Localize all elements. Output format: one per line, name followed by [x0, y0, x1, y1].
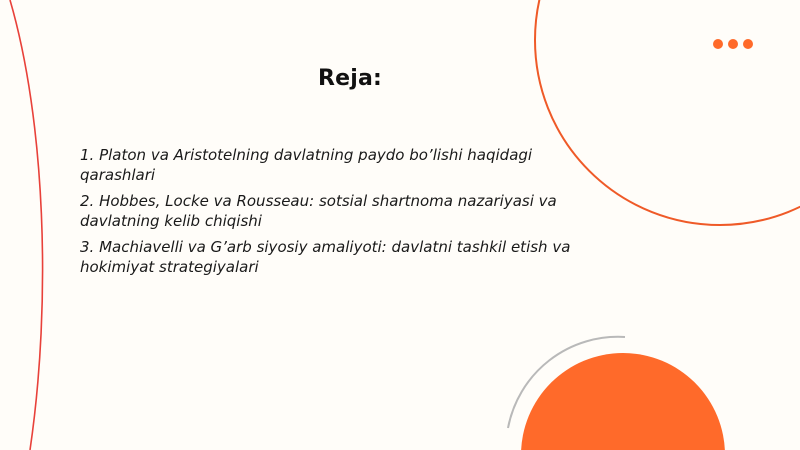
dot — [713, 39, 723, 49]
three-dots-icon — [713, 39, 753, 49]
dot — [743, 39, 753, 49]
agenda-item-1: 1. Platon va Aristotelning davlatning paydo bo’lishi haqidagi qarashlari — [80, 146, 533, 184]
agenda-item-3: 3. Machiavelli va G’arb siyosiy amaliyoti: davlatni tashkil etish va hokimiyat strategiyalari — [80, 238, 571, 276]
agenda-list — [80, 145, 580, 283]
dot — [728, 39, 738, 49]
left-arc — [10, 0, 43, 450]
bottom-orange-circle — [521, 353, 725, 450]
agenda-item-2: 2. Hobbes, Locke va Rousseau: sotsial shartnoma nazariyasi va davlatning kelib chiqishi — [80, 192, 557, 230]
slide-title: Reja: — [317, 66, 383, 91]
